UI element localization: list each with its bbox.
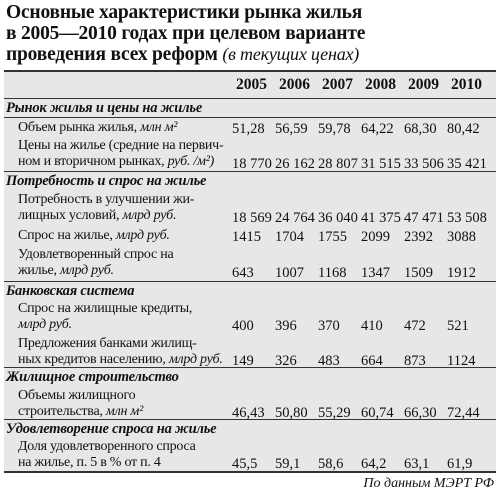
table-cell: 46,43: [232, 405, 265, 421]
year-header: 2005: [236, 76, 267, 93]
table-cell: 3088: [447, 229, 476, 245]
table-top-rule: [4, 70, 496, 72]
table-cell: 18 569: [232, 210, 272, 226]
table-cell: 35 421: [447, 156, 487, 172]
table-cell: 80,42: [447, 121, 480, 137]
row-label: Потребность в улучшении жи- лищных условий, млрд руб.: [18, 192, 195, 223]
table-cell: 68,30: [404, 121, 437, 137]
row-label: Удовлетворенный спрос на жилье, млрд руб.: [18, 247, 174, 278]
year-header: 2006: [279, 76, 310, 93]
table-cell: 521: [447, 318, 469, 334]
table-cell: 59,78: [318, 121, 351, 137]
section-title: Рынок жилья и цены на жилье: [6, 100, 203, 116]
title-line-1: Основные характеристики рынка жилья: [6, 2, 363, 23]
row-label: Спрос на жилье, млрд руб.: [18, 228, 170, 243]
table-cell: 1755: [318, 229, 347, 245]
year-header: 2009: [408, 76, 439, 93]
table-cell: 51,28: [232, 121, 265, 137]
table-cell: 1509: [404, 265, 433, 281]
table-cell: 1124: [447, 353, 476, 369]
title-line-3-bold: проведения всех реформ: [6, 44, 218, 65]
table-cell: 1007: [275, 265, 304, 281]
section-title: Удовлетворение спроса на жилье: [6, 421, 217, 437]
title-line-2: в 2005—2010 годах при целевом варианте: [6, 23, 366, 44]
section-rule: [4, 281, 496, 282]
table-cell: 59,1: [275, 456, 301, 472]
table-cell: 370: [318, 318, 340, 334]
table-cell: 47 471: [404, 210, 444, 226]
table-cell: 58,6: [318, 456, 344, 472]
table-cell: 55,29: [318, 405, 351, 421]
header-rule: [4, 98, 496, 99]
document-title: [6, 2, 496, 65]
table-cell: 64,22: [361, 121, 394, 137]
table-cell: 28 807: [318, 156, 358, 172]
title-note: (в текущих ценах): [222, 44, 360, 64]
table-cell: 66,30: [404, 405, 437, 421]
table-cell: 72,44: [447, 405, 480, 421]
table-cell: 18 770: [232, 156, 272, 172]
table-cell: 410: [361, 318, 383, 334]
section-title: Банковская система: [6, 283, 135, 299]
table-cell: 53 508: [447, 210, 487, 226]
table-cell: 2392: [404, 229, 433, 245]
section-rule: [4, 117, 496, 118]
table-cell: 56,59: [275, 121, 308, 137]
table-cell: 33 506: [404, 156, 444, 172]
table-cell: 60,74: [361, 405, 394, 421]
table-cell: 664: [361, 353, 383, 369]
table-cell: 24 764: [275, 210, 315, 226]
section-title: Потребность и спрос на жилье: [6, 173, 207, 189]
table-cell: 396: [275, 318, 297, 334]
table-cell: 64,2: [361, 456, 387, 472]
table-cell: 873: [404, 353, 426, 369]
table-cell: 26 162: [275, 156, 315, 172]
source-note: По данным МЭРТ РФ: [363, 476, 494, 491]
year-header: 2010: [451, 76, 482, 93]
row-label: Цены на жилье (средние на первич- ном и вторичном рынках, руб. /м²): [18, 138, 224, 169]
section-title: Жилищное строительство: [6, 369, 179, 385]
table-cell: 483: [318, 353, 340, 369]
year-header: 2007: [322, 76, 353, 93]
table-cell: 61,9: [447, 456, 473, 472]
table-cell: 1347: [361, 265, 390, 281]
table-cell: 41 375: [361, 210, 401, 226]
table-cell: 63,1: [404, 456, 430, 472]
row-label: Предложения банками жилищ- ных кредитов населению, млрд руб.: [18, 336, 223, 367]
table-cell: 1704: [275, 229, 304, 245]
table-cell: 1912: [447, 265, 476, 281]
row-label: Объемы жилищного строительства, млн м²: [18, 388, 144, 419]
table-cell: 643: [232, 265, 254, 281]
table-cell: 149: [232, 353, 254, 369]
table-cell: 45,5: [232, 456, 258, 472]
table-cell: 50,80: [275, 405, 308, 421]
table-cell: 400: [232, 318, 254, 334]
table-cell: 326: [275, 353, 297, 369]
row-label: Спрос на жилищные кредиты, млрд руб.: [18, 301, 193, 332]
row-label: Объем рынка жилья, млн м²: [18, 120, 178, 135]
table-cell: 31 515: [361, 156, 401, 172]
table-cell: 1415: [232, 229, 261, 245]
title-line-3: [6, 44, 496, 65]
table-cell: 2099: [361, 229, 390, 245]
table-cell: 472: [404, 318, 426, 334]
table-cell: 1168: [318, 265, 347, 281]
year-header: 2008: [365, 76, 396, 93]
table-cell: 36 040: [318, 210, 358, 226]
row-label: Доля удовлетворенного спроса на жилье, п. 5 в % от п. 4: [18, 439, 196, 470]
